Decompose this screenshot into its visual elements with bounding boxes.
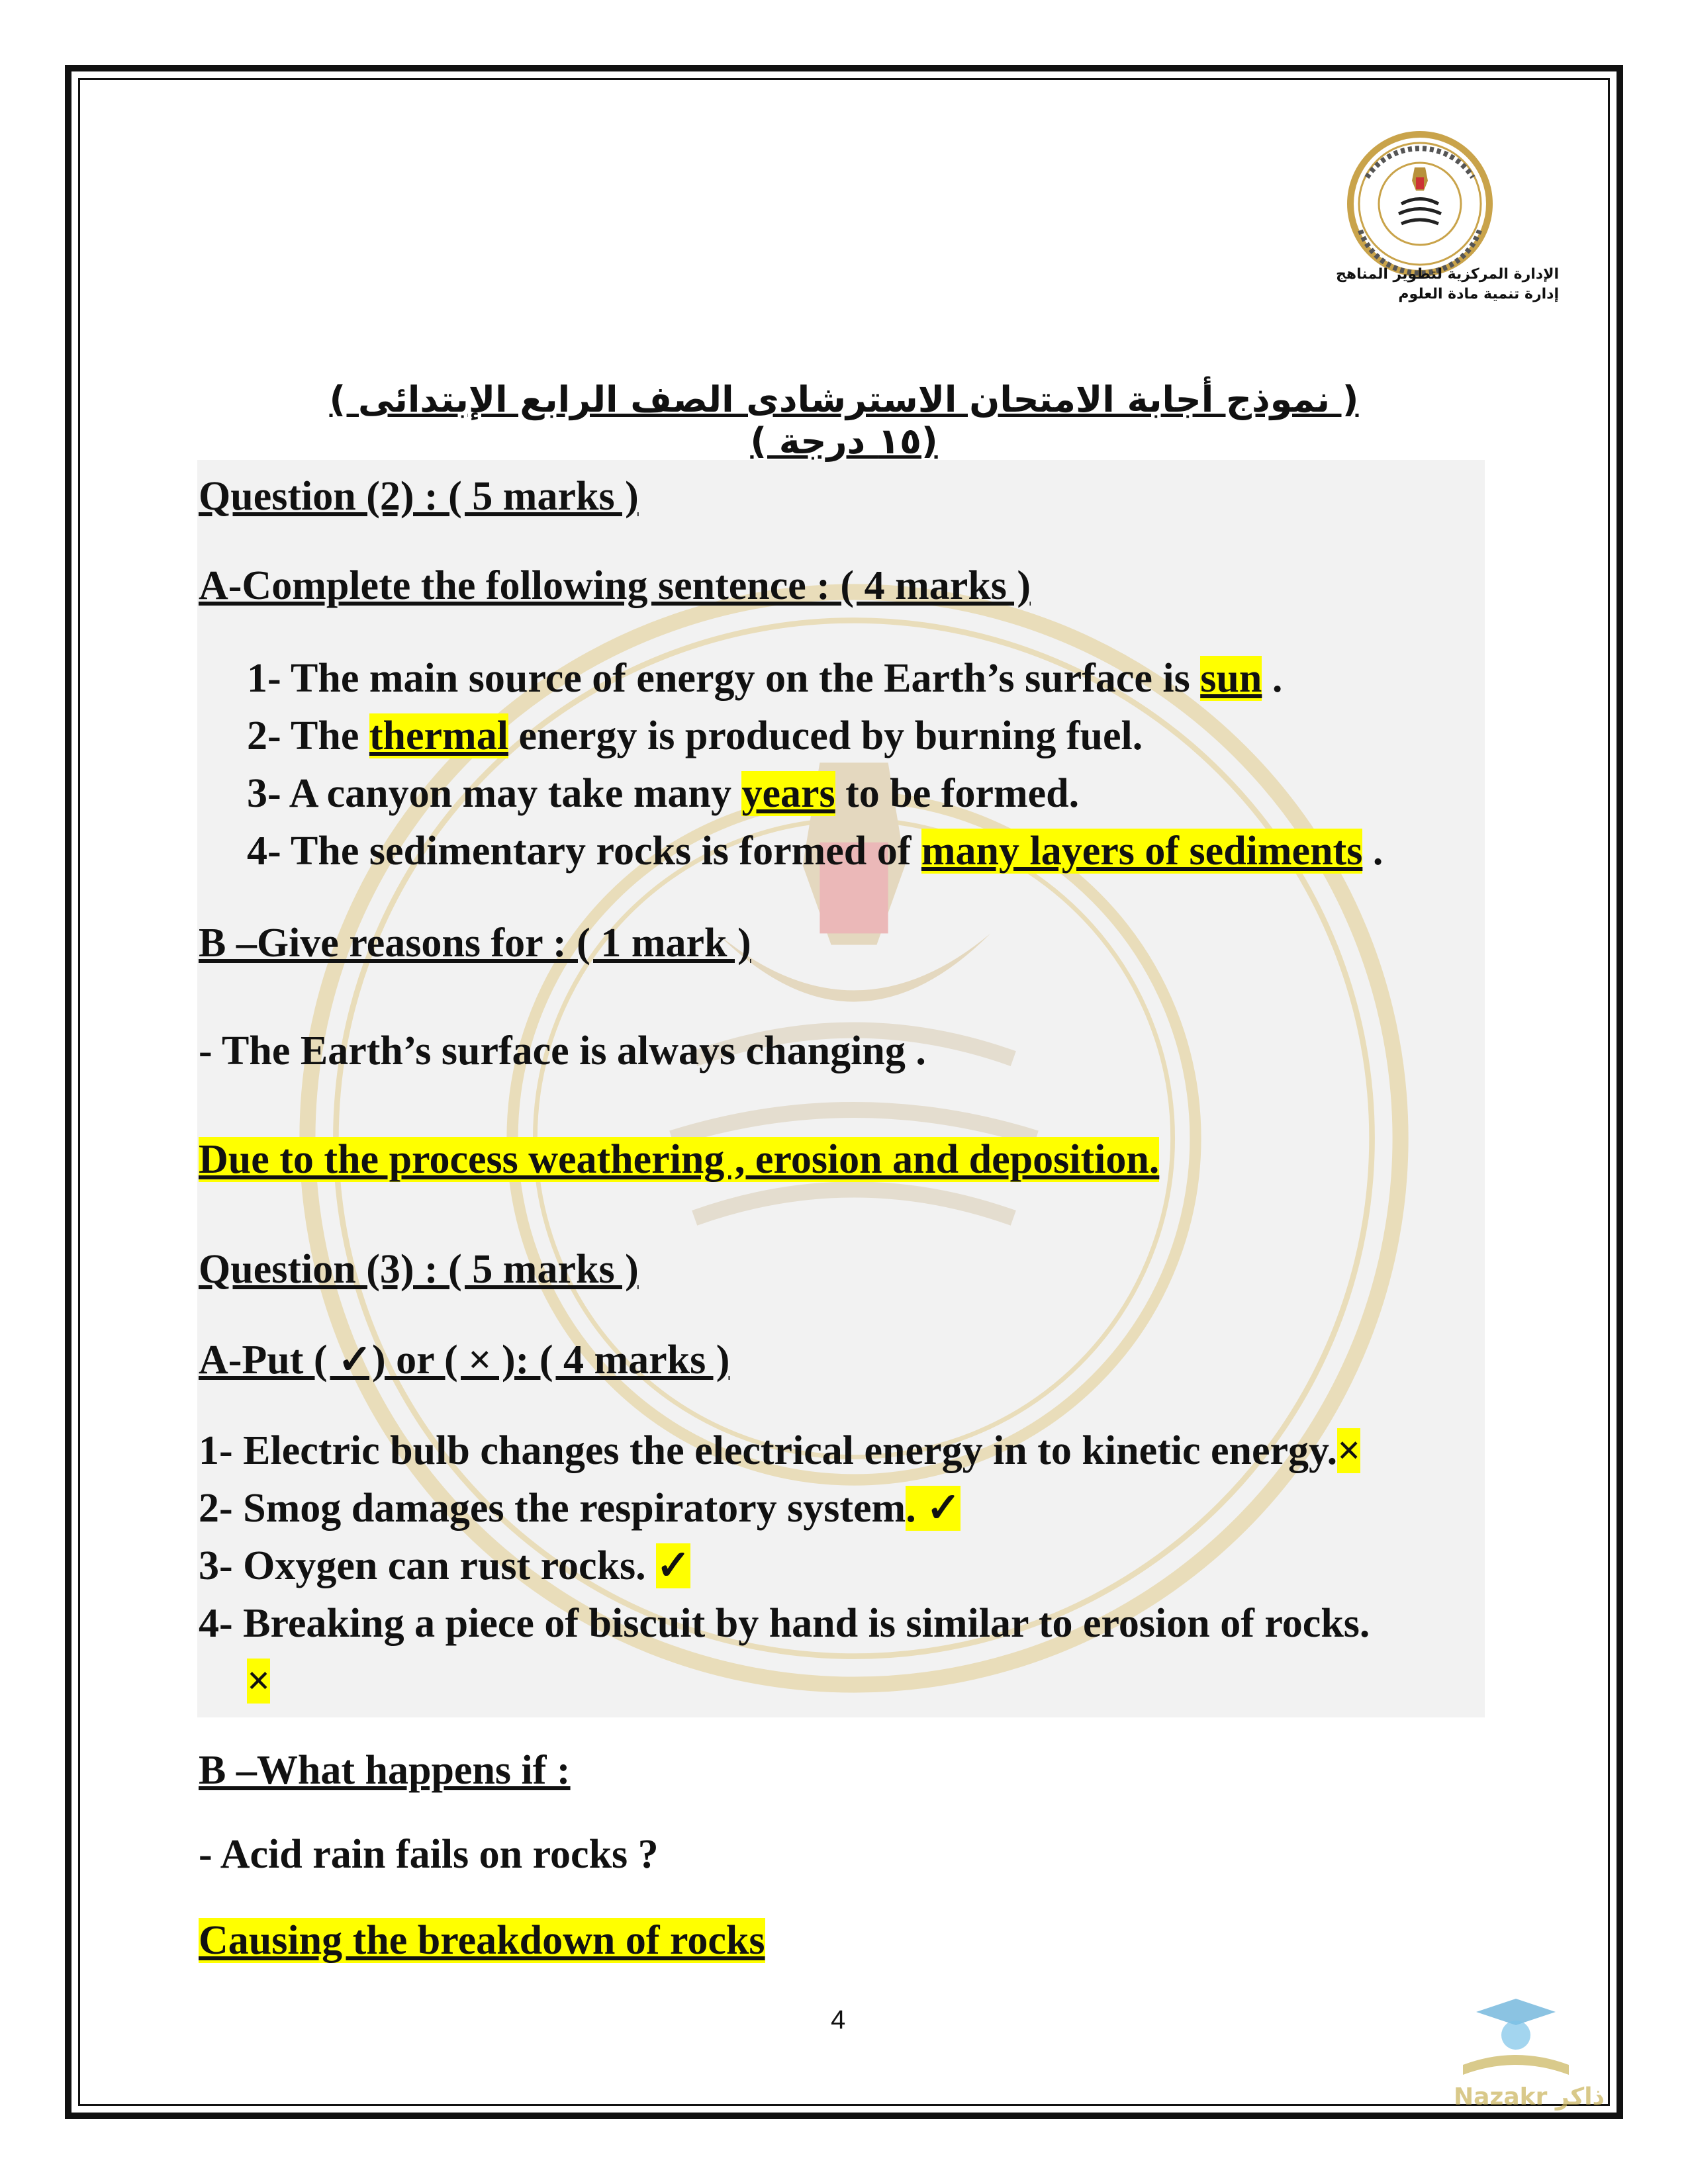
question-3-part-b-heading: B –What happens if : [199, 1748, 571, 1793]
logo-caption-line2: إدارة تنمية مادة العلوم [1398, 286, 1559, 302]
sentence-1-answer: sun [1200, 656, 1262, 701]
sentence-2 [247, 709, 1143, 762]
question-2-part-a-heading: A-Complete the following sentence : ( 4 marks ) [199, 563, 1031, 608]
reason-question: - The Earth’s surface is always changing . [199, 1028, 926, 1073]
page-title: ( نموذج أجابة الامتحان الاسترشادى الصف الرابع الإبتدائى ) (١٥ درجة ) [329, 379, 1359, 462]
statement-4-mark-line [247, 1655, 270, 1707]
logo-caption-line1: الإدارة المركزية لتطوير المناهج [1335, 266, 1559, 283]
statement-1-text: 1- Electric bulb changes the electrical energy in to kinetic energy. [199, 1428, 1338, 1473]
statement-3-mark: ✓ [656, 1543, 691, 1588]
sentence-4-end: . [1362, 829, 1383, 874]
sentence-3-answer: years [741, 771, 835, 816]
sentence-1 [247, 652, 1282, 705]
statement-3 [199, 1539, 690, 1592]
reason-answer-text: Due to the process weathering , erosion and deposition. [199, 1137, 1160, 1182]
question-2-part-b-heading: B –Give reasons for : ( 1 mark ) [199, 921, 751, 966]
statement-2-text: 2- Smog damages the respiratory system [199, 1486, 906, 1531]
sentence-1-end: . [1262, 656, 1283, 701]
statement-4: 4- Breaking a piece of biscuit by hand is similar to erosion of rocks. [199, 1601, 1370, 1646]
sentence-4-text: 4- The sedimentary rocks is formed of [247, 829, 921, 874]
sentence-3-end: to be formed. [835, 771, 1080, 816]
statement-1-mark: × [1337, 1428, 1361, 1473]
nazakr-logo [1436, 1985, 1622, 2118]
sentence-4 [247, 825, 1383, 878]
sentence-3 [247, 767, 1079, 820]
statement-3-text: 3- Oxygen can rust rocks. [199, 1543, 657, 1588]
nazakr-logo-text: Nazakr ذاكر [1453, 2083, 1605, 2111]
reason-answer [199, 1133, 1159, 1186]
happen-answer-text: Causing the breakdown of rocks [199, 1918, 765, 1963]
page-number: 4 [831, 2005, 846, 2034]
logo-caption [1314, 265, 1559, 304]
statement-4-mark: × [247, 1659, 271, 1704]
sentence-3-text: 3- A canyon may take many [247, 771, 742, 816]
question-3-heading: Question (3) : ( 5 marks ) [199, 1247, 639, 1292]
sentence-4-answer: many layers of sediments [921, 829, 1363, 874]
question-3-part-a-heading: A-Put ( ✓) or ( × ): ( 4 marks ) [199, 1338, 730, 1383]
statement-2 [199, 1482, 961, 1535]
sentence-1-text: 1- The main source of energy on the Earth’s surface is [247, 656, 1201, 701]
sentence-2-end: energy is produced by burning fuel. [508, 713, 1143, 758]
statement-2-mark: . ✓ [906, 1486, 961, 1531]
question-2-heading: Question (2) : ( 5 marks ) [199, 474, 639, 519]
statement-1 [199, 1424, 1360, 1477]
happen-question: - Acid rain fails on rocks ? [199, 1832, 659, 1877]
happen-answer [199, 1914, 765, 1967]
sentence-2-answer: thermal [369, 713, 508, 758]
sentence-2-text: 2- The [247, 713, 369, 758]
